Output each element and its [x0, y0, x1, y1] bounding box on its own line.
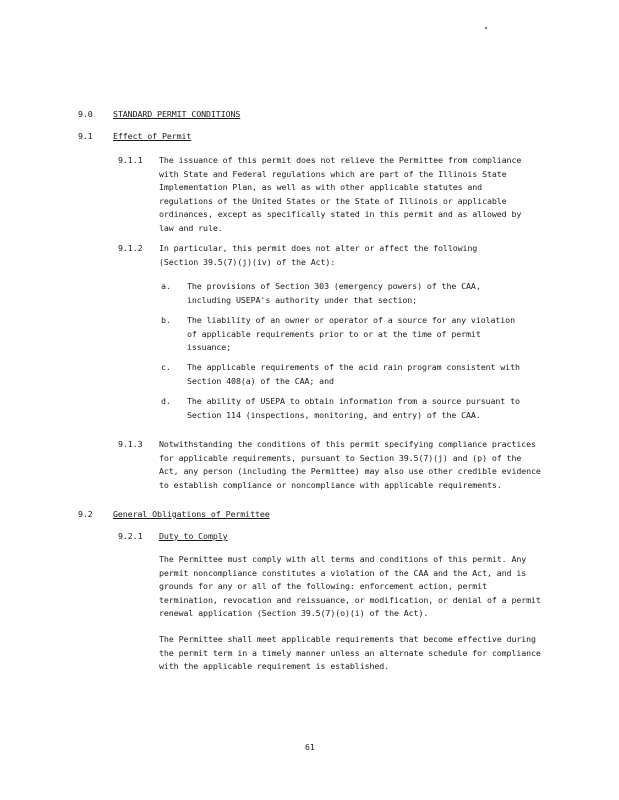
subitem-letter: c.	[161, 362, 171, 372]
section-heading: Effect of Permit	[113, 131, 192, 141]
body-paragraph: The Permittee shall meet applicable requirements that become effective during the permit term in a timely manner unless an alternate schedule for compliance with the applicable requirement is established.	[159, 634, 541, 671]
section-number: 9.2	[78, 509, 93, 519]
subitem-text: The applicable requirements of the acid rain program consistent with Section 408(a) of the CAA; and	[187, 362, 520, 386]
item-number: 9.1.1	[118, 155, 143, 165]
subitem-letter: d.	[161, 396, 171, 406]
subsection-heading: Duty to Comply	[159, 531, 228, 541]
item-number: 9.2.1	[118, 531, 143, 541]
body-paragraph: The Permittee must comply with all terms and conditions of this permit. Any permit noncompliance constitutes a violation of the CAA and the Act, and is grounds for any or all of the following: enforcement action, permit termination, revocation and reissuance, or modification, or denial of a permit renewal application (Section 39.5(7)(o)(i) of the Act).	[159, 554, 541, 618]
subitem-text: The provisions of Section 303 (emergency powers) of the CAA, including USEPA's authority under that section;	[187, 281, 481, 305]
section-heading: STANDARD PERMIT CONDITIONS	[113, 109, 241, 119]
scan-speck	[485, 27, 487, 29]
subitem-letter: a.	[161, 281, 171, 291]
subitem-text: The ability of USEPA to obtain information from a source pursuant to Section 114 (inspections, monitoring, and entry) of the CAA.	[187, 396, 520, 420]
item-number: 9.1.2	[118, 243, 143, 253]
section-number: 9.1	[78, 131, 93, 141]
item-number: 9.1.3	[118, 439, 143, 449]
subitem-text: The liability of an owner or operator of a source for any violation of applicable requirements prior to or at the time of permit issuance;	[187, 315, 515, 352]
page-number: 61	[305, 742, 315, 752]
subitem-letter: b.	[161, 315, 171, 325]
item-text: The issuance of this permit does not relieve the Permittee from compliance with State and Federal regulations which are part of the Illinois State Implementation Plan, as well as with other applicable statutes and regulations of the United States or the State of Illinois or applicable ordinances, except as specifically stated in this permit and as allowed by law and rule.	[159, 155, 522, 233]
item-text: Notwithstanding the conditions of this permit specifying compliance practices for applicable requirements, pursuant to Section 39.5(7)(j) and (p) of the Act, any person (including the Permittee) may also use other credible evidence to establish compliance or noncompliance with applicable requirements.	[159, 439, 541, 490]
section-heading: General Obligations of Permittee	[113, 509, 270, 519]
section-number: 9.0	[78, 109, 93, 119]
item-text: In particular, this permit does not alter or affect the following (Section 39.5(7)(j)(iv) of the Act):	[159, 243, 478, 267]
